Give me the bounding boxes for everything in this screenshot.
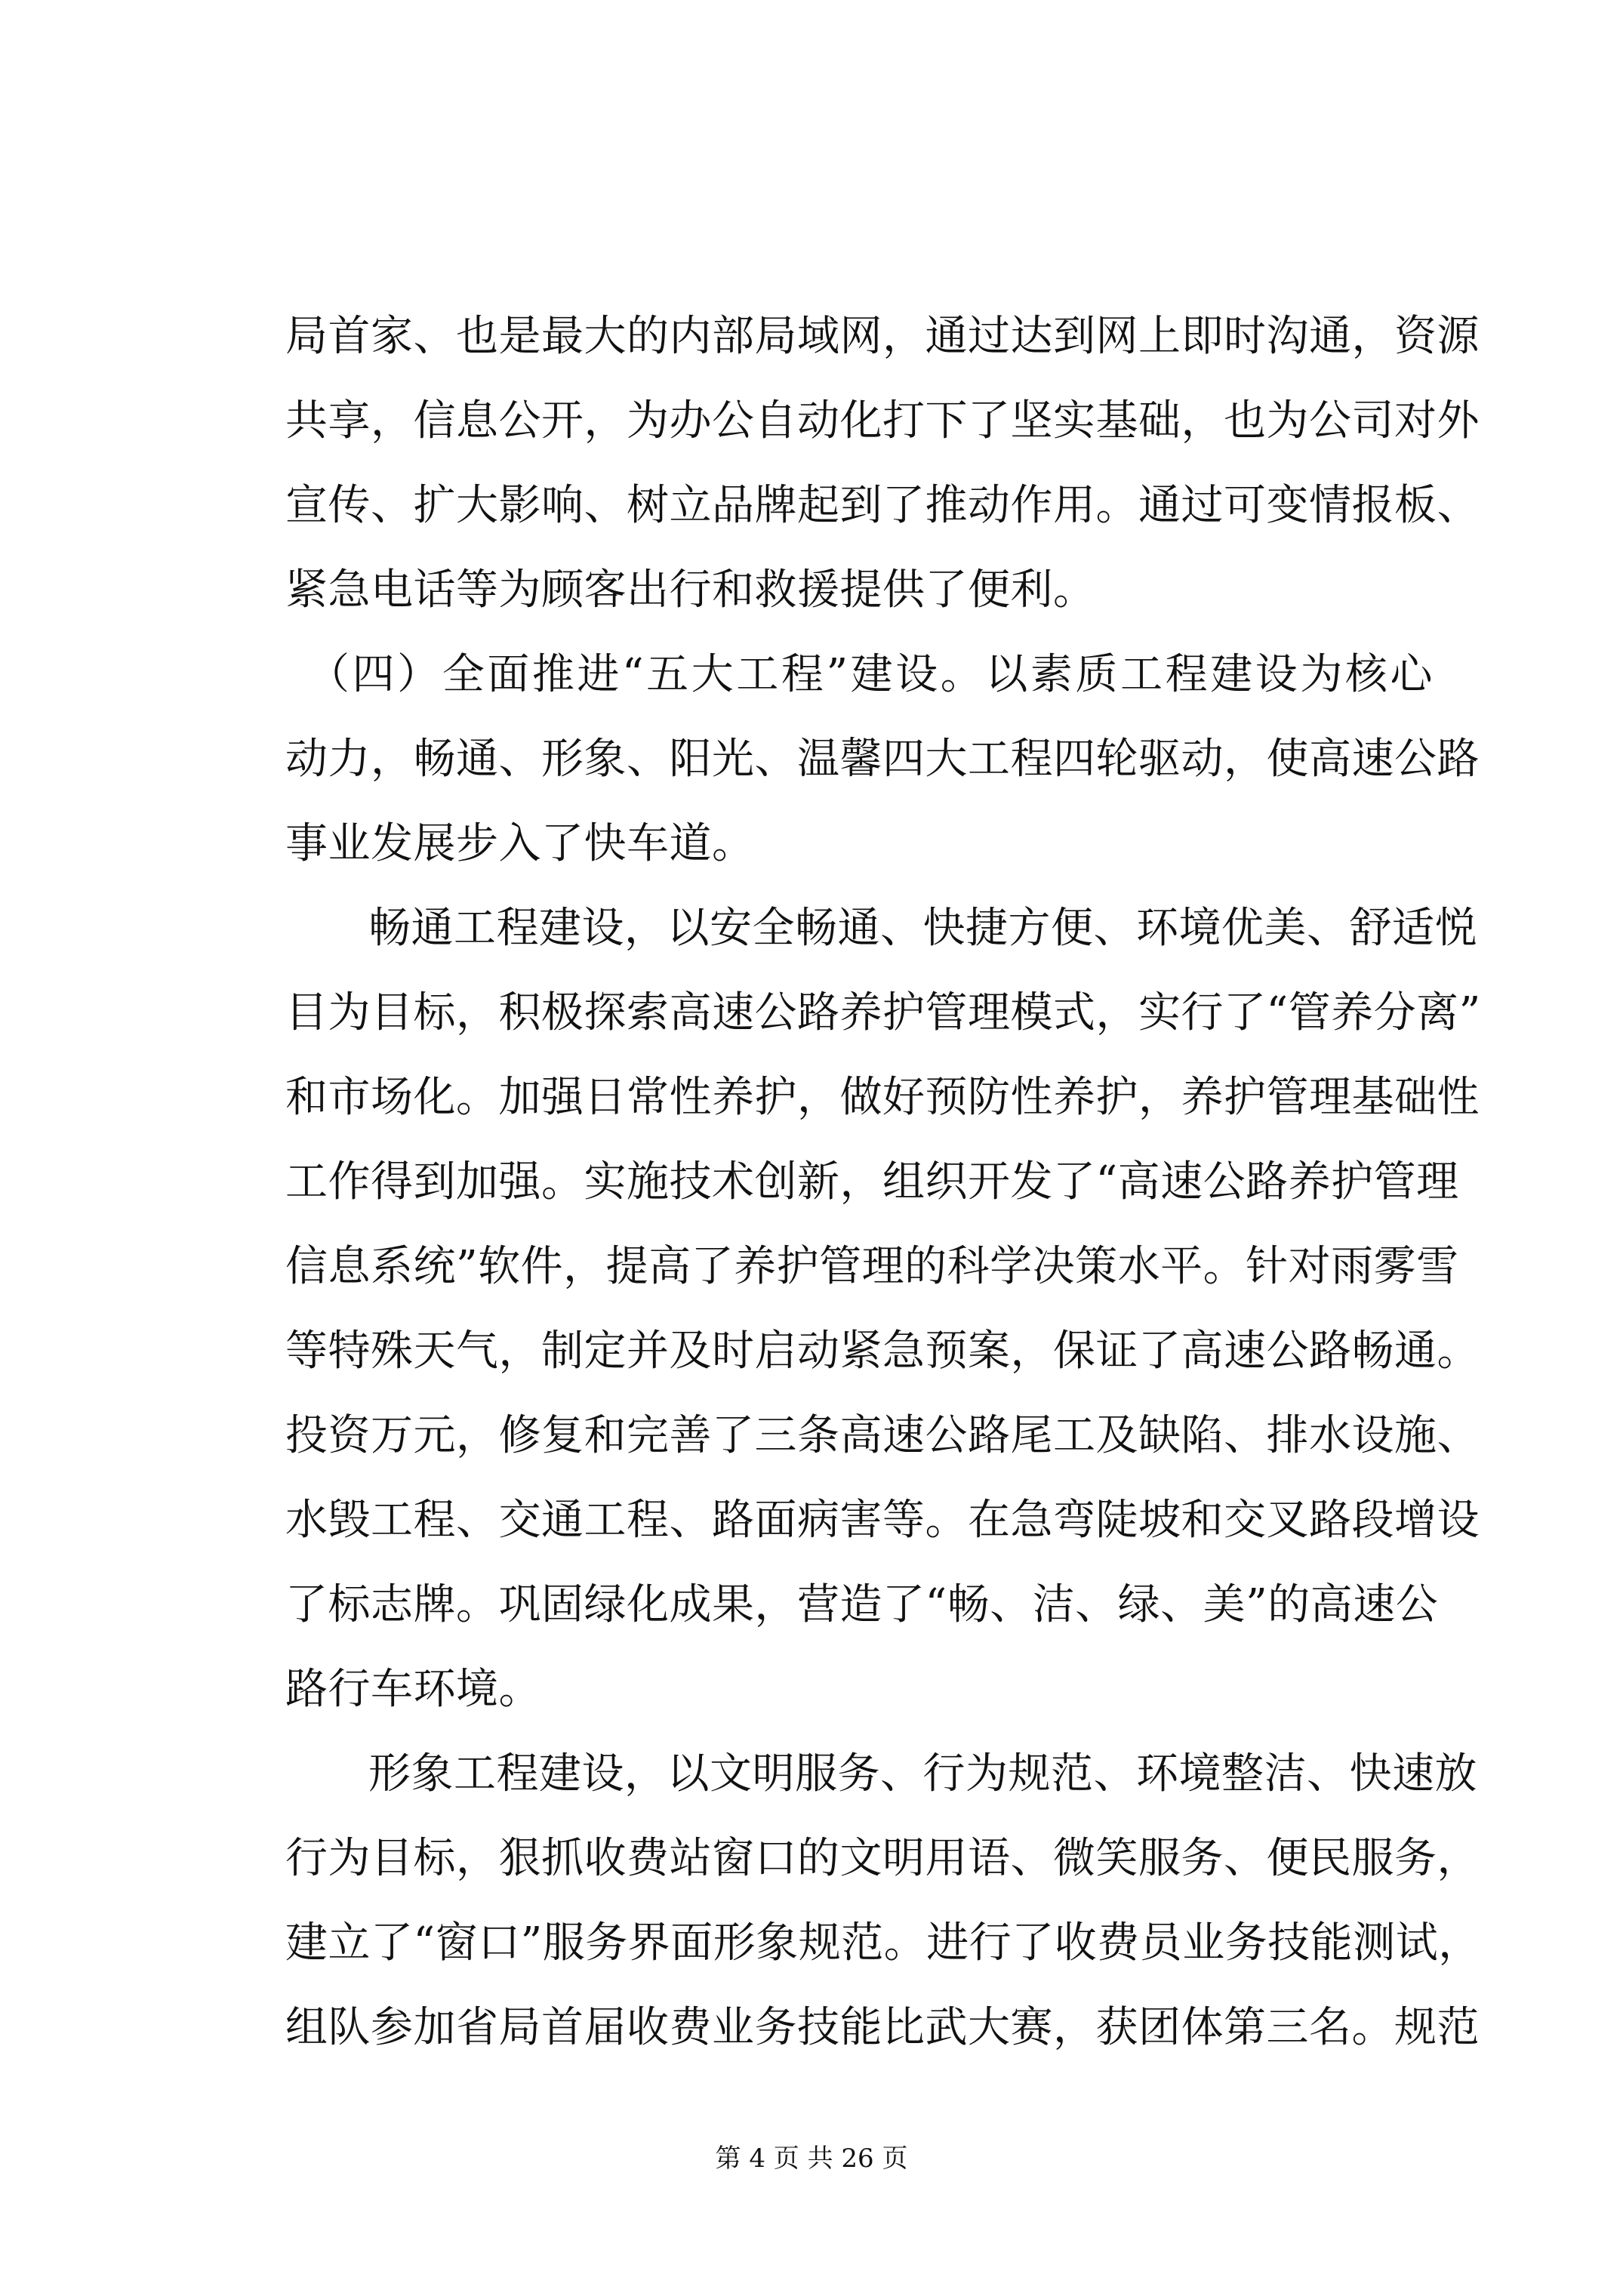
text-line-12: 信息系统”软件，提高了养护管理的科学决策水平。针对雨雾雪 [285,1242,1459,1291]
text-line-9: 目为目标，积极探索高速公路养护管理模式，实行了“管养分离” [285,988,1481,1037]
text-line-7: 事业发展步入了快车道。 [285,819,755,868]
text-line-14: 投资万元，修复和完善了三条高速公路尾工及缺陷、排水设施、 [285,1411,1480,1460]
text-line-13: 等特殊天气，制定并及时启动紧急预案，保证了高速公路畅通。 [285,1327,1480,1376]
text-line-3: 宣传、扩大影响、树立品牌起到了推动作用。通过可变情报板、 [285,481,1480,530]
page-footer: 第 4 页 共 26 页 [715,2143,908,2174]
text-line-19: 行为目标，狠抓收费站窗口的文明用语、微笑服务、便民服务， [285,1834,1480,1883]
text-line-16: 了标志牌。巩固绿化成果，营造了“畅、洁、绿、美”的高速公 [285,1580,1439,1629]
text-line-20: 建立了“窗口”服务界面形象规范。进行了收费员业务技能测试， [285,1918,1481,1968]
text-line-2: 共享，信息公开，为办公自动化打下了坚实基础，也为公司对外 [285,396,1480,445]
text-line-8: 畅通工程建设，以安全畅通、快捷方便、环境优美、舒适悦 [368,904,1477,953]
text-line-21: 组队参加省局首届收费业务技能比武大赛，获团体第三名。规范 [285,2003,1480,2052]
text-line-6: 动力，畅通、形象、阳光、温馨四大工程四轮驱动，使高速公路 [285,735,1480,784]
text-line-4: 紧急电话等为顾客出行和救援提供了便利。 [285,566,1096,615]
text-line-17: 路行车环境。 [285,1665,541,1714]
text-line-15: 水毁工程、交通工程、路面病害等。在急弯陡坡和交叉路段增设 [285,1496,1480,1545]
text-line-10: 和市场化。加强日常性养护，做好预防性养护，养护管理基础性 [285,1073,1480,1122]
text-line-18: 形象工程建设，以文明服务、行为规范、环境整洁、快速放 [368,1749,1477,1798]
text-line-11: 工作得到加强。实施技术创新，组织开发了“高速公路养护管理 [285,1157,1459,1207]
text-line-1: 局首家、也是最大的内部局域网，通过达到网上即时沟通，资源 [285,312,1480,361]
paragraph-heading-4: （四）全面推进“五大工程”建设。以素质工程建设为核心 [307,650,1433,699]
